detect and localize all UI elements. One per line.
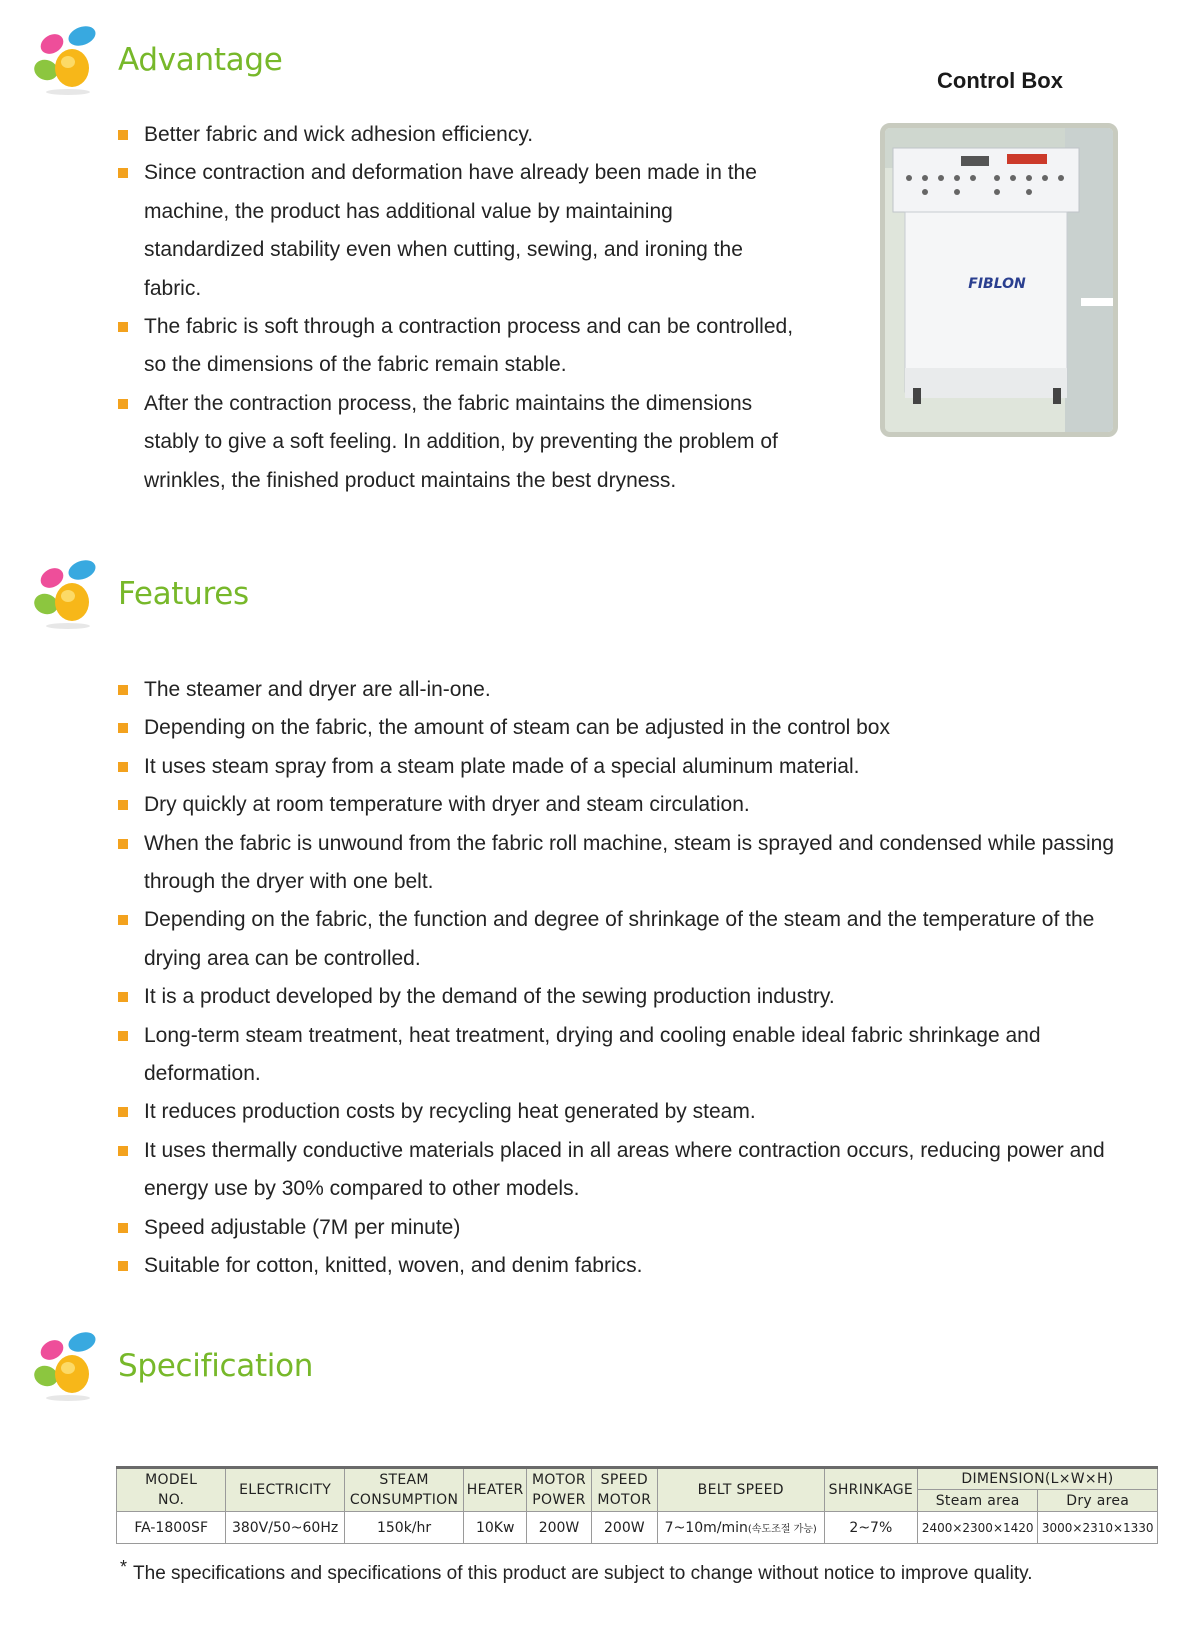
footnote xyxy=(120,1557,1033,1585)
list-item: After the contraction process, the fabric maintains the dimensions stably to give a soft feeling. In addition, by preventing the problem of wrinkles, the finished product maintains the best dryness. xyxy=(116,385,796,500)
advantage-title: Advantage xyxy=(118,42,283,78)
advantage-heading xyxy=(28,22,283,98)
header-belt-speed: BELT SPEED xyxy=(657,1468,824,1512)
advantage-list xyxy=(116,116,796,500)
list-item: Long-term steam treatment, heat treatment, drying and cooling enable ideal fabric shrinkage and deformation. xyxy=(116,1017,1146,1094)
control-box-title: Control Box xyxy=(937,68,1063,93)
list-item: Better fabric and wick adhesion efficiency. xyxy=(116,116,796,154)
list-item: Dry quickly at room temperature with dryer and steam circulation. xyxy=(116,786,1146,824)
list-item: Since contraction and deformation have already been made in the machine, the product has additional value by maintaining standardized stability even when cutting, sewing, and ironing the fabric. xyxy=(116,154,796,308)
cell-heater: 10Kw xyxy=(464,1512,527,1544)
list-item: Speed adjustable (7M per minute) xyxy=(116,1209,1146,1247)
flower-logo-icon xyxy=(28,556,104,632)
list-item: Depending on the fabric, the amount of steam can be adjusted in the control box xyxy=(116,709,1146,747)
header-shrinkage: SHRINKAGE xyxy=(824,1468,917,1512)
list-item: It uses thermally conductive materials placed in all areas where contraction occurs, reducing power and energy use by 30% compared to other models. xyxy=(116,1132,1146,1209)
brand-logo: FIBLON xyxy=(968,276,1026,292)
cell-steam: 150k/hr xyxy=(344,1512,463,1544)
footnote-mark: * xyxy=(120,1557,128,1577)
cell-motor-power: 200W xyxy=(527,1512,592,1544)
list-item: The steamer and dryer are all-in-one. xyxy=(116,671,1146,709)
list-item: The fabric is soft through a contraction process and can be controlled, so the dimensions of the fabric remain stable. xyxy=(116,308,796,385)
control-box-photo xyxy=(880,123,1118,437)
header-heater: HEATER xyxy=(464,1468,527,1512)
belt-speed-value: 7~10m/min xyxy=(664,1519,748,1536)
features-list xyxy=(116,671,1146,1286)
header-dimension: DIMENSION(L×W×H) xyxy=(917,1468,1157,1490)
flower-logo-icon xyxy=(28,1328,104,1404)
list-item: It reduces production costs by recycling heat generated by steam. xyxy=(116,1093,1146,1131)
features-heading xyxy=(28,556,249,632)
header-steam-consumption: STEAM CONSUMPTION xyxy=(344,1468,463,1512)
cell-steam-area: 2400×2300×1420 xyxy=(917,1512,1038,1544)
header-speed-motor: SPEED MOTOR xyxy=(591,1468,657,1512)
list-item: It uses steam spray from a steam plate made of a special aluminum material. xyxy=(116,748,1146,786)
cell-dry-area: 3000×2310×1330 xyxy=(1038,1512,1158,1544)
footnote-text: The specifications and specifications of this product are subject to change without notice to improve quality. xyxy=(133,1563,1033,1584)
list-item: It is a product developed by the demand of the sewing production industry. xyxy=(116,978,1146,1016)
cell-belt-speed xyxy=(657,1512,824,1544)
list-item: When the fabric is unwound from the fabric roll machine, steam is sprayed and condensed while passing through the dryer with one belt. xyxy=(116,825,1146,902)
cell-electricity: 380V/50~60Hz xyxy=(226,1512,344,1544)
belt-speed-note: (속도조절 가능) xyxy=(747,1523,817,1535)
header-steam-area: Steam area xyxy=(917,1490,1038,1512)
specification-table xyxy=(116,1466,1158,1544)
cell-speed-motor: 200W xyxy=(591,1512,657,1544)
list-item: Depending on the fabric, the function and degree of shrinkage of the steam and the temperature of the drying area can be controlled. xyxy=(116,901,1146,978)
specification-title: Specification xyxy=(118,1348,314,1384)
table-row xyxy=(117,1512,1158,1544)
header-electricity: ELECTRICITY xyxy=(226,1468,344,1512)
cell-shrinkage: 2~7% xyxy=(824,1512,917,1544)
specification-heading xyxy=(28,1328,313,1404)
header-motor-power: MOTOR POWER xyxy=(527,1468,592,1512)
header-model: MODEL NO. xyxy=(117,1468,226,1512)
flower-logo-icon xyxy=(28,22,104,98)
header-dry-area: Dry area xyxy=(1038,1490,1158,1512)
features-title: Features xyxy=(118,576,249,612)
cell-model: FA-1800SF xyxy=(117,1512,226,1544)
list-item: Suitable for cotton, knitted, woven, and denim fabrics. xyxy=(116,1247,1146,1285)
